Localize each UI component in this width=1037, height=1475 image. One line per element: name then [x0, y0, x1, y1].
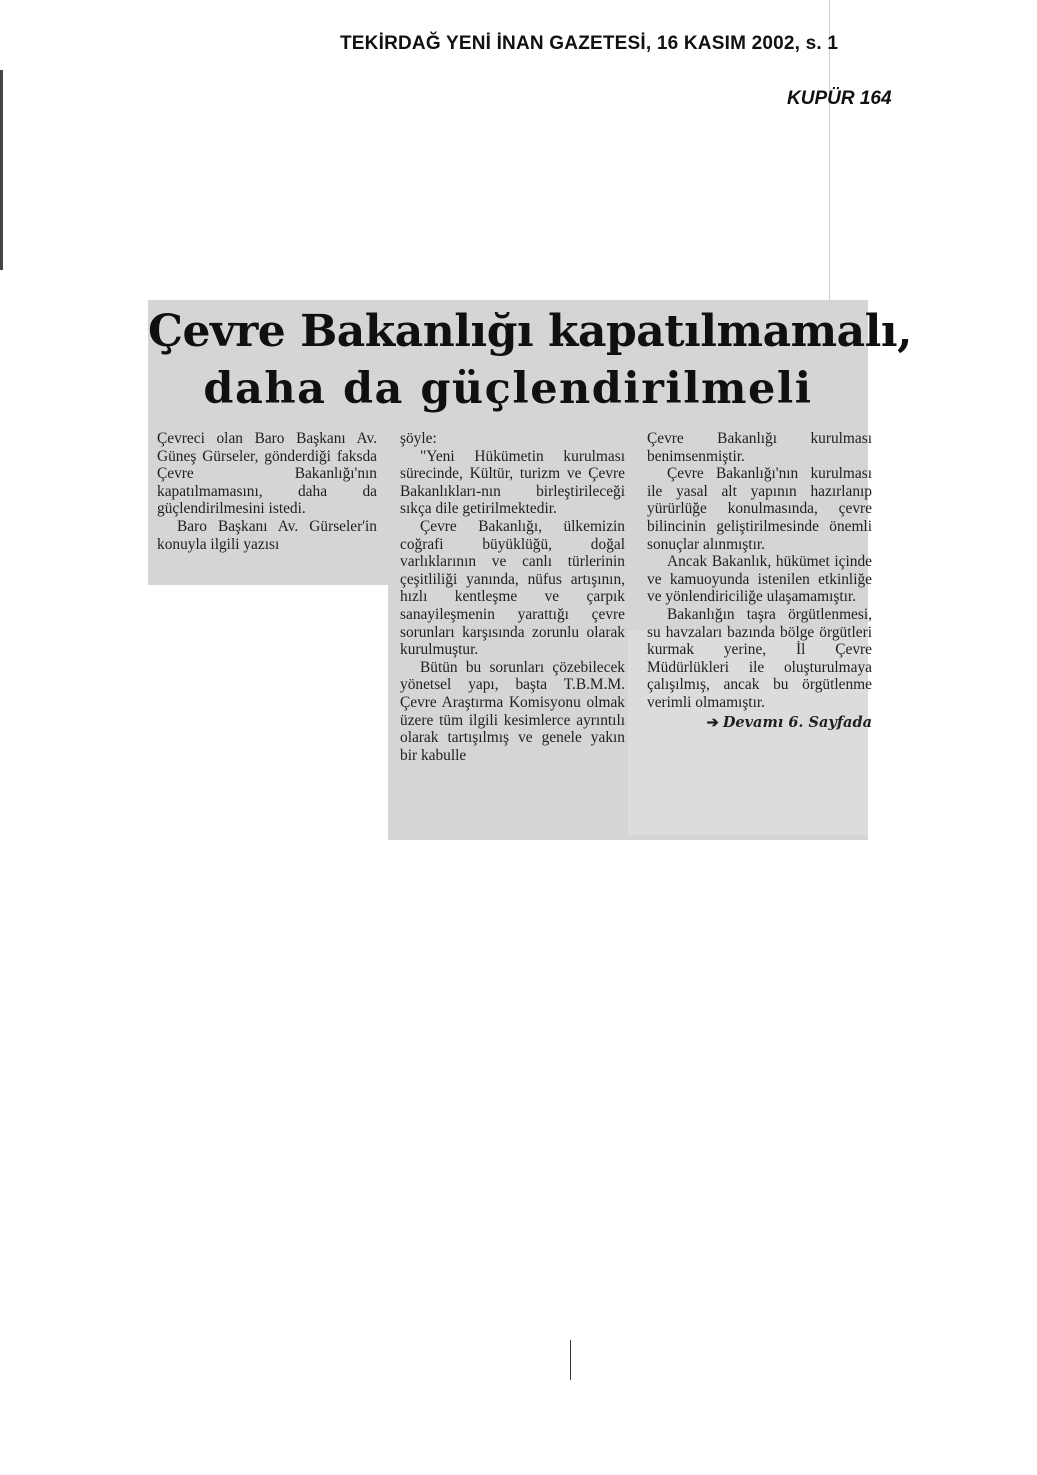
paragraph: Çevre Bakanlığı'nın kurulması ile yasal alt yapının hazırlanıp yürürlüğe konulmasında, çevre bilincinin geliştirilmesinde önemli sonuçlar alınmıştır.	[647, 465, 872, 553]
paragraph: Bütün bu sorunları çözebilecek yönetsel yapı, başta T.B.M.M. Çevre Araştırma Komisyonu olmak üzere tüm ilgili kesimlerce ayrıntılı olarak tartışılmış ve genele yakın bir kabulle	[400, 658, 625, 764]
article-column-3	[647, 430, 872, 731]
continued-text: Devamı 6. Sayfada	[722, 713, 872, 731]
article-column-1	[157, 430, 377, 553]
arrow-icon: ➔	[706, 713, 719, 731]
paragraph: Bakanlığın taşra örgütlenmesi, su havzaları bazında bölge örgütleri kurmak yerine, İl Çevre Müdürlükleri ile oluşturulmaya çalışılmış, ancak bu örgütlenme verimli olmamıştır.	[647, 605, 872, 711]
paragraph: Çevre Bakanlığı, ülkemizin coğrafi büyüklüğü, doğal varlıklarının ve canlı türlerinin çeşitliliği yanında, nüfus artışının, hızlı kentleşme ve çarpık sanayileşmenin yarattığı çevre sorunları karşısında zorunlu olarak kurulmuştur.	[400, 517, 625, 659]
clipping-number: KUPÜR 164	[787, 88, 892, 109]
scan-mark	[570, 1340, 571, 1380]
paragraph: Baro Başkanı Av. Gürseler'in konuyla ilgili yazısı	[157, 517, 377, 553]
source-header: TEKİRDAĞ YENİ İNAN GAZETESİ, 16 KASIM 2002, s. 1	[340, 33, 839, 54]
paragraph: Ancak Bakanlık, hükümet içinde ve kamuoyunda istenilen etkinliğe ve yönlendiriciliğe ulaşamamıştır.	[647, 553, 872, 606]
headline-line-2: daha da güçlendirilmeli	[203, 364, 813, 414]
article-column-2	[400, 430, 625, 764]
headline-line-1: Çevre Bakanlığı kapatılmamalı,	[148, 306, 912, 357]
paragraph: şöyle:	[400, 430, 437, 447]
paragraph: Çevre Bakanlığı kurulması benimsenmiştir.	[647, 430, 872, 465]
page-edge-mark	[0, 70, 3, 270]
paragraph: "Yeni Hükümetin kurulması sürecinde, Kültür, turizm ve Çevre Bakanlıkları-nın birleştirileceği sıkça dile getirilmektedir.	[400, 447, 625, 518]
continued-note	[647, 714, 872, 732]
paragraph: Çevreci olan Baro Başkanı Av. Güneş Gürseler, gönderdiği faksda Çevre Bakanlığı'nın kapatılmamasını, daha da güçlendirilmesini istedi.	[157, 430, 377, 518]
